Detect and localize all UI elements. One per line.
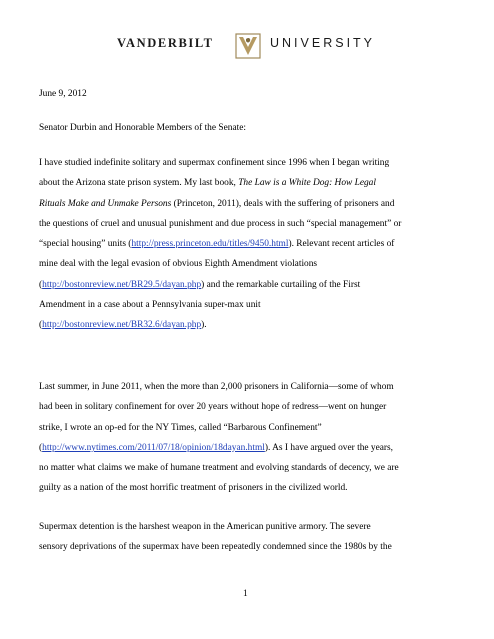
- vanderbilt-v-oak-leaf-icon: [235, 33, 261, 59]
- text-span: ).: [201, 320, 207, 331]
- nytimes-link[interactable]: http://www.nytimes.com/2011/07/18/opinion/18dayan.html: [42, 442, 265, 453]
- salutation: Senator Durbin and Honorable Members of the Senate:: [39, 123, 246, 133]
- text-line: [39, 194, 471, 214]
- text-line: [39, 234, 471, 254]
- text-line: the questions of cruel and unusual punishment and due process in such “special management” or: [39, 218, 402, 229]
- text-line: mine deal with the legal evasion of obvious Eighth Amendment violations: [39, 259, 318, 270]
- page-number: 1: [243, 589, 248, 599]
- letter-date: June 9, 2012: [39, 89, 87, 99]
- text-line: [39, 315, 471, 335]
- paragraph-2: [39, 377, 471, 499]
- bostonreview-link-2[interactable]: http://bostonreview.net/BR32.6/dayan.php: [42, 320, 202, 331]
- letterhead-vanderbilt: VANDERBILT: [117, 36, 214, 50]
- text-span: “special housing” units (: [39, 239, 132, 250]
- text-line: [39, 438, 471, 458]
- text-span: ) and the remarkable curtailing of the First: [201, 279, 361, 290]
- letterhead-university: UNIVERSITY: [270, 36, 376, 50]
- text-line: Amendment in a case about a Pennsylvania super-max unit: [39, 300, 261, 311]
- text-span: ). Relevant recent articles of: [288, 239, 395, 250]
- text-span: ). As I have argued over the years,: [264, 442, 394, 453]
- text-span: (: [39, 320, 43, 331]
- text-line: no matter what claims we make of humane treatment and evolving standards of decency, we are: [39, 463, 399, 474]
- text-line: had been in solitary confinement for over 20 years without hope of redress—went on hunger: [39, 402, 387, 413]
- paragraph-3: [39, 517, 471, 558]
- text-line: [39, 275, 471, 295]
- text-span: (: [39, 279, 43, 290]
- text-line: guilty as a nation of the most horrific treatment of prisoners in the civilized world.: [39, 483, 348, 494]
- text-line: Supermax detention is the harshest weapon in the American punitive armory. The severe: [39, 522, 371, 532]
- bostonreview-link-1[interactable]: http://bostonreview.net/BR29.5/dayan.php: [42, 279, 202, 290]
- text-line: Last summer, in June 2011, when the more than 2,000 prisoners in California—some of whom: [39, 382, 394, 392]
- book-title: The Law is a White Dog: How Legal: [238, 178, 376, 189]
- letterhead: [0, 33, 494, 63]
- text-line: [39, 173, 471, 193]
- text-line: I have studied indefinite solitary and supermax confinement since 1996 when I began writing: [39, 158, 390, 168]
- text-line: sensory deprivations of the supermax have been repeatedly condemned since the 1980s by the: [39, 542, 392, 553]
- text-span: about the Arizona state prison system. My last book,: [39, 178, 239, 189]
- princeton-link[interactable]: http://press.princeton.edu/titles/9450.html: [131, 239, 289, 250]
- book-title-cont: Rituals Make and Unmake Persons: [39, 198, 172, 209]
- text-line: strike, I wrote an op-ed for the NY Times, called “Barbarous Confinement”: [39, 422, 322, 433]
- text-span: (: [39, 442, 43, 453]
- text-span: (Princeton, 2011), deals with the suffering of prisoners and: [171, 198, 395, 209]
- paragraph-1: [39, 153, 471, 336]
